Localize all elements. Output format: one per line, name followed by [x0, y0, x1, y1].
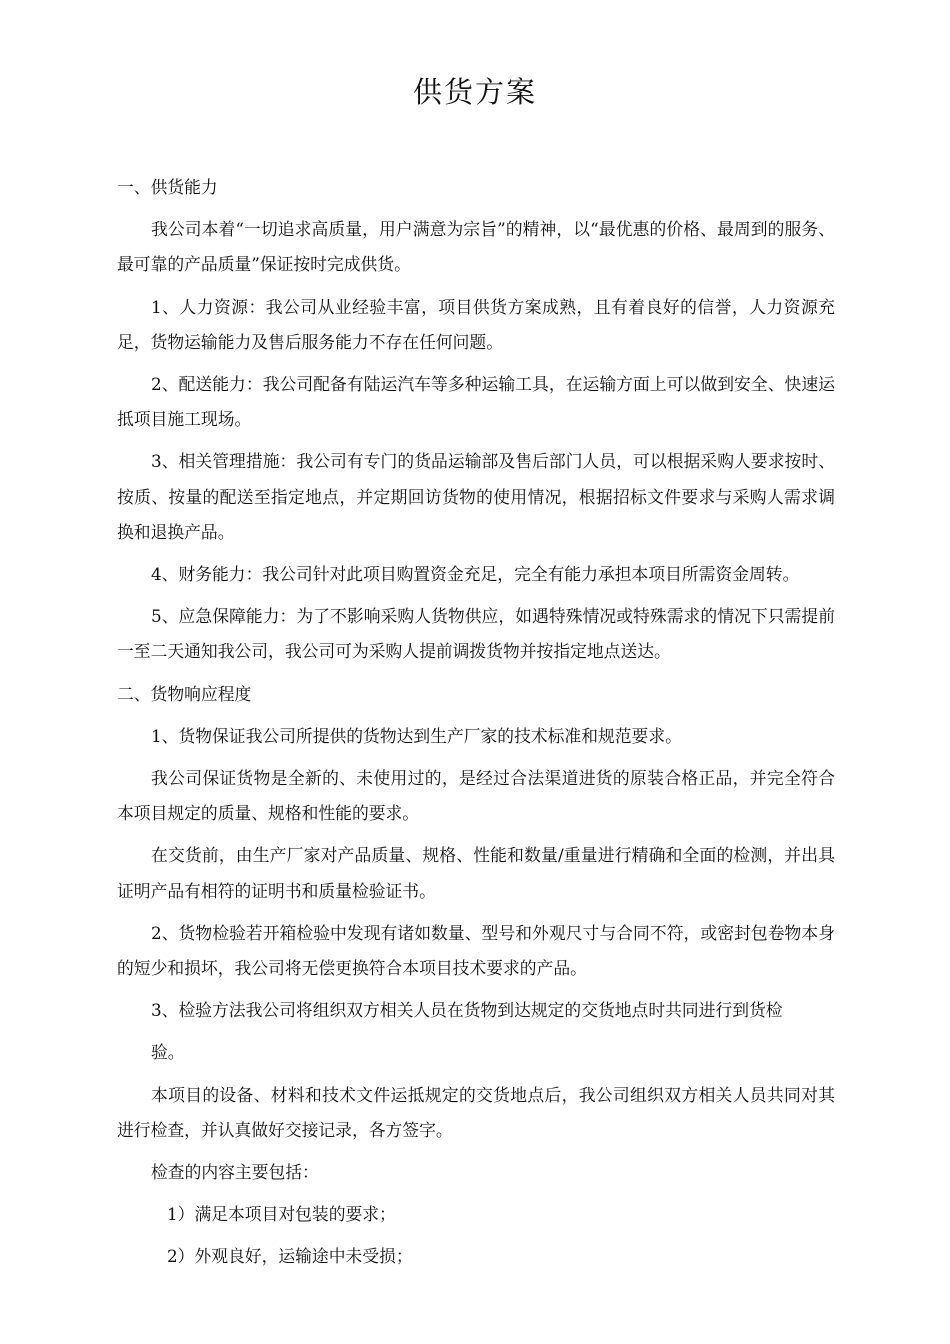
paragraph-inspection-contents: 检查的内容主要包括： — [151, 1162, 319, 1183]
paragraph-goods-inspection: 2、货物检验若开箱检验中发现有诸如数量、型号和外观尺寸与合同不符，或密封包卷物本身的短少和损坏，我公司将无偿更换符合本项目技术要求的产品。 — [117, 922, 835, 979]
paragraph-emergency-capacity: 5、应急保障能力：为了不影响采购人货物供应，如遇特殊情况或特殊需求的情况下只需提前一至二天通知我公司，我公司可为采购人提前调拨货物并按指定地点送达。 — [117, 606, 835, 662]
paragraph-joint-inspection: 本项目的设备、材料和技术文件运抵规定的交货地点后，我公司组织双方相关人员共同对其进行检查，并认真做好交接记录，各方签字。 — [117, 1084, 835, 1140]
paragraph-financial-capacity: 4、财务能力：我公司针对此项目购置资金充足，完全有能力承担本项目所需资金周转。 — [151, 564, 800, 585]
paragraph-delivery-capacity: 2、配送能力：我公司配备有陆运汽车等多种运输工具，在运输方面上可以做到安全、快速运抵项目施工现场。 — [117, 374, 835, 430]
list-item-packaging: 1）满足本项目对包装的要求； — [167, 1204, 396, 1225]
paragraph-human-resources: 1、人力资源：我公司从业经验丰富，项目供货方案成熟，且有着良好的信誉，人力资源充足，货物运输能力及售后服务能力不存在任何问题。 — [117, 296, 835, 352]
document-body — [117, 170, 835, 1275]
paragraph-goods-guarantee: 1、货物保证我公司所提供的货物达到生产厂家的技术标准和规范要求。 — [151, 725, 682, 746]
paragraph-new-goods: 我公司保证货物是全新的、未使用过的，是经过合法渠道进货的原装合格正品，并完全符合本项目规定的质量、规格和性能的要求。 — [117, 768, 835, 824]
list-item-appearance: 2）外观良好，运输途中未受损； — [167, 1246, 413, 1267]
section-heading-supply-capacity: 一、供货能力 — [117, 177, 218, 197]
paragraph-pre-delivery-test: 在交货前，由生产厂家对产品质量、规格、性能和数量/重量进行精确和全面的检测，并出具证明产品有相符的证明书和质量检验证书。 — [117, 845, 835, 901]
document-title: 供货方案 — [412, 75, 537, 109]
paragraph-inspection-method-line1: 3、检验方法我公司将组织双方相关人员在货物到达规定的交货地点时共同进行到货检 — [151, 1000, 783, 1021]
paragraph-management-measures: 3、相关管理措施：我公司有专门的货品运输部及售后部门人员，可以根据采购人要求按时、按质、按量的配送至指定地点，并定期回访货物的使用情况，根据招标文件要求与采购人需求调换和退换产品。 — [117, 451, 835, 542]
paragraph-inspection-method-line2: 验。 — [151, 1042, 185, 1063]
section-heading-goods-response: 二、货物响应程度 — [117, 683, 252, 704]
paragraph-intro: 我公司本着“一切追求高质量，用户满意为宗旨”的精神，以“最优惠的价格、最周到的服务、最可靠的产品质量”保证按时完成供货。 — [117, 219, 835, 275]
